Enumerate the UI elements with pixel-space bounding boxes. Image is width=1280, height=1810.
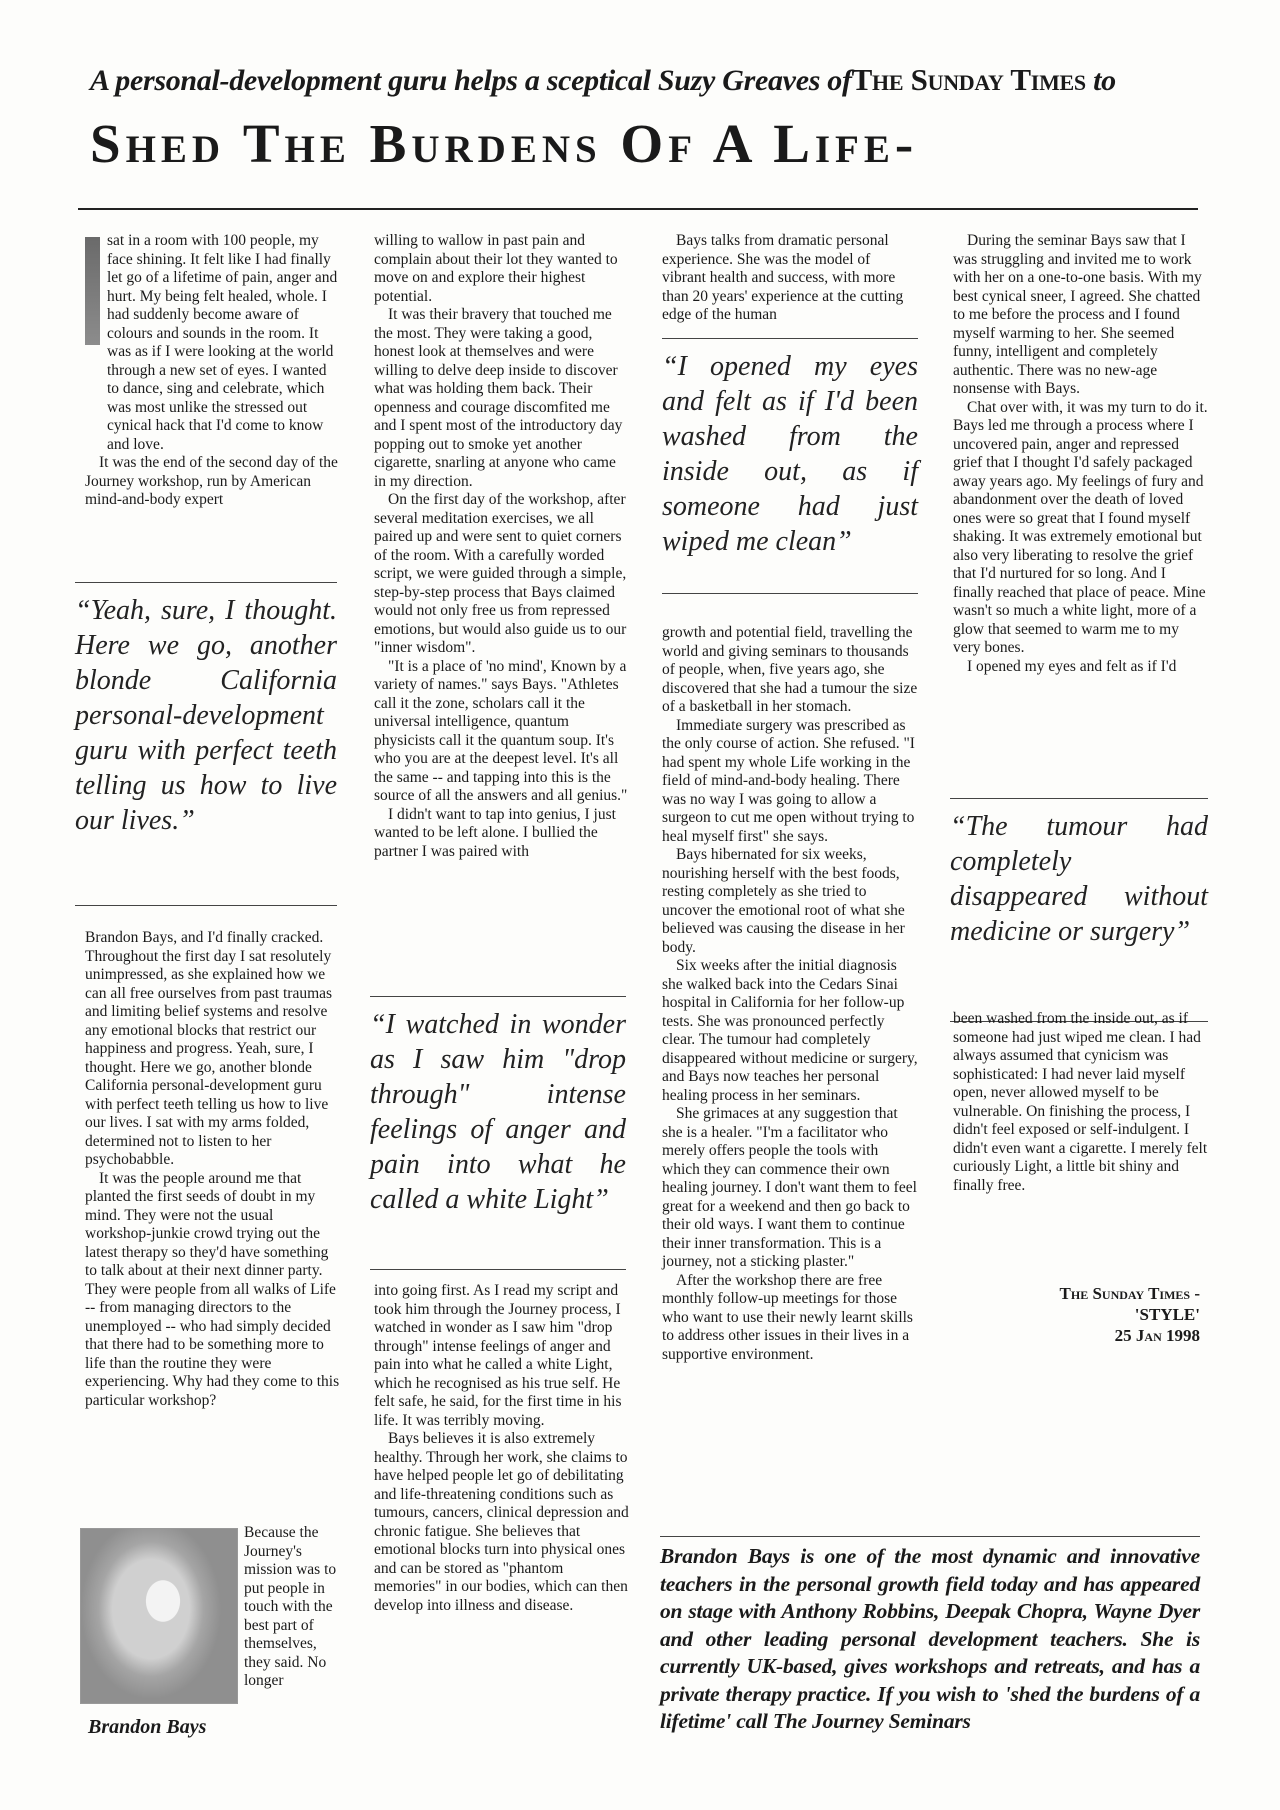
col4-para-1: During the seminar Bays saw that I was struggling and invited me to work with her on a one-to-one basis. With my best cynical sneer, I agreed. She chatted to me before the process and I found myself warming to her. She seemed funny, intelligent and completely authentic. There was no new-age nonsense with Bays.: [953, 232, 1202, 397]
brandon-bays-photo: [80, 1528, 238, 1704]
col3-para-6: She grimaces at any suggestion that she is a healer. "I'm a facilitator who merely offers people the tools with which they can commence their own healing journey. I don't want them to feel great for a weekend and then go back to their old ways. I want them to continue their inner transformation. This is a journey, not a sticking plaster.": [662, 1105, 917, 1270]
credit-publication: The Sunday Times -: [1059, 1284, 1200, 1303]
pull-quote-1: “Yeah, sure, I thought. Here we go, another blonde California personal-development guru with perfect teeth telling us how to live our lives.”: [75, 582, 337, 906]
column-2-continued: [374, 1282, 630, 1615]
photo-side-para: Because the Journey's mission was to put people in touch with the best part of themselves, they said. No longer: [244, 1524, 337, 1689]
pull-quote-4: “The tumour had completely disappeared without medicine or surgery”: [950, 798, 1208, 1022]
col4-para-4: been washed from the inside out, as if someone had just wiped me clean. I had always assumed that cynicism was sophisticated: I had never laid myself open, never allowed myself to be vulnerable. On finishing the process, I didn't feel exposed or self-indulgent. I didn't even want a cigarette. I merely felt curiously Light, a little bit shiny and finally free.: [953, 1010, 1208, 1194]
kicker-publication: The Sunday Times: [851, 62, 1086, 97]
col3-para-4: Bays hibernated for six weeks, nourishing herself with the best foods, resting completely as she tried to uncover the emotional root of what she believed was causing the disease in her body.: [662, 846, 905, 956]
col2-para-3: On the first day of the workshop, after several meditation exercises, we all paired up and were sent to quiet corners of the room. With a carefully worded script, we were guided through a simple, step-by-step process that Bays claimed would not only free us from repressed emotions, but would also guide us to our "inner wisdom".: [374, 491, 627, 656]
col3-para-7: After the workshop there are free monthly follow-up meetings for those who want to use their newly learnt skills to address other issues in their lives in a supportive environment.: [662, 1271, 913, 1363]
col2-para-6: into going first. As I read my script and took him through the Journey process, I watched in wonder as I saw him "drop through" intense feelings of anger and pain into what he called a white Light, which he recognised as his true self. He felt safe, he said, for the first time in his life. It was terribly moving.: [374, 1282, 622, 1429]
column-1: [85, 232, 341, 510]
col1-para-1: sat in a room with 100 people, my face shining. It felt like I had finally let go of a lifetime of pain, anger and hurt. My being felt healed, whole. I had suddenly become aware of colours and sounds in the room. It was as if I were looking at the world through a new set of eyes. I wanted to dance, sing and celebrate, which was most unlike the stressed out cynical hack that I'd come to know and love.: [107, 232, 338, 453]
kicker-lead: A personal-development guru helps a sceptical Suzy Greaves of: [90, 64, 852, 97]
col1-para-2: It was the end of the second day of the Journey workshop, run by American mind-and-body expert: [85, 454, 338, 508]
col2-para-2: It was their bravery that touched me the most. They were taking a good, honest look at themselves and were willing to delve deep inside to discover what was holding them back. Their openness and courage discomfited me and I spent most of the introductory day popping out to smoke yet another cigarette, snarling at anyone who came in my direction.: [374, 306, 623, 490]
col2-para-5: I didn't want to tap into genius, I just wanted to be left alone. I bullied the partner I was paired with: [374, 805, 616, 860]
photo-caption: Brandon Bays: [88, 1716, 207, 1738]
headline: Shed The Burdens Of A Life-: [90, 113, 919, 174]
source-credit: [1010, 1283, 1200, 1346]
col2-para-1: willing to wallow in past pain and complain about their lot they wanted to move on and explore their highest potential.: [374, 232, 618, 305]
pull-quote-3: “I watched in wonder as I saw him "drop through" intense feelings of anger and pain into what he called a white Light”: [370, 996, 626, 1270]
column-4: [953, 232, 1209, 676]
pull-quote-2: “I opened my eyes and felt as if I'd been washed from the inside out, as if someone had just wiped me clean”: [662, 338, 918, 594]
col3-para-2: growth and potential field, travelling the world and giving seminars to thousands of people, when, five years ago, she discovered that she had a tumour the size of a basketball in her stomach.: [662, 624, 918, 715]
kicker: [90, 62, 1200, 98]
column-4-continued: [953, 1010, 1209, 1195]
photo-side-text: [244, 1524, 344, 1691]
column-1-continued: [85, 929, 341, 1410]
col2-para-4: "It is a place of 'no mind', Known by a variety of names." says Bays. "Athletes call it the zone, scholars call it the universal intelligence, quantum physicists call it the quantum soup. It's who you are at the deepest level. It's all the same -- and tapping into this is the source of all the answers and all genius.": [374, 657, 628, 804]
col3-para-5: Six weeks after the initial diagnosis she walked back into the Cedars Sinai hospital in California for her follow-up tests. She was pronounced perfectly clear. The tumour had completely disappeared without medicine or surgery, and Bays now teaches her personal healing process in her seminars.: [662, 957, 918, 1104]
col3-para-3: Immediate surgery was prescribed as the only course of action. She refused. "I had spent my whole Life working in the field of mind-and-body healing. There was no way I was going to allow a surgeon to cut me open without trying to heal myself first" she says.: [662, 716, 915, 845]
col1-para-3: Brandon Bays, and I'd finally cracked. Throughout the first day I sat resolutely unimpressed, as she explained how we can all free ourselves from past traumas and limiting belief systems and resolve any emotional blocks that restrict our happiness and progress. Yeah, sure, I thought. Here we go, another blonde California personal-development guru with perfect teeth telling us how to live our lives. I sat with my arms folded, determined not to listen to her psychobabble.: [85, 929, 333, 1168]
col1-para-4: It was the people around me that planted the first seeds of doubt in my mind. They were not the usual workshop-junkie crowd trying out the latest therapy so they'd have something to talk about at their next dinner party. They were people from all walks of Life -- from managing directors to the unemployed -- who had simply decided that there had to be something more to life than the routine they were experiencing. Why had they come to this particular workshop?: [85, 1169, 340, 1409]
credit-section: 'STYLE': [1134, 1305, 1200, 1324]
col3-para-1: Bays talks from dramatic personal experience. She was the model of vibrant health and success, with more than 20 years' experience at the cutting edge of the human: [662, 232, 904, 323]
header-rule: [78, 208, 1198, 210]
column-3: [662, 232, 918, 325]
column-3-continued: [662, 624, 918, 1364]
col2-para-7: Bays believes it is also extremely healthy. Through her work, she claims to have helped people let go of debilitating and life-threatening conditions such as tumours, cancers, clinical depression and chronic fatigue. She believes that emotional blocks turn into physical ones and can be stored as "phantom memories" in our bodies, which can then develop into illness and disease.: [374, 1430, 629, 1614]
credit-date: 25 Jan 1998: [1114, 1326, 1200, 1345]
kicker-tail: to: [1093, 64, 1116, 97]
column-2: [374, 232, 630, 861]
col4-para-2: Chat over with, it was my turn to do it. Bays led me through a process where I uncovered pain, anger and repressed grief that I thought I'd safely packaged away years ago. My feelings of fury and abandonment over the death of loved ones were so great that I found myself shaking. It was extremely emotional but also very liberating to resolve the grief that I'd nurtured for so long. And I finally reached that place of peace. Mine wasn't so much a white light, more of a glow that seemed to warm me to my very bones.: [953, 398, 1208, 656]
author-bio-box: Brandon Bays is one of the most dynamic and innovative teachers in the personal growth field today and has appeared on stage with Anthony Robbins, Deepak Chopra, Wayne Dyer and other leading personal development teachers. She is currently UK-based, gives workshops and retreats, and has a private therapy practice. If you wish to 'shed the burdens of a lifetime' call The Journey Seminars: [660, 1536, 1200, 1736]
col4-para-3: I opened my eyes and felt as if I'd: [967, 657, 1177, 675]
